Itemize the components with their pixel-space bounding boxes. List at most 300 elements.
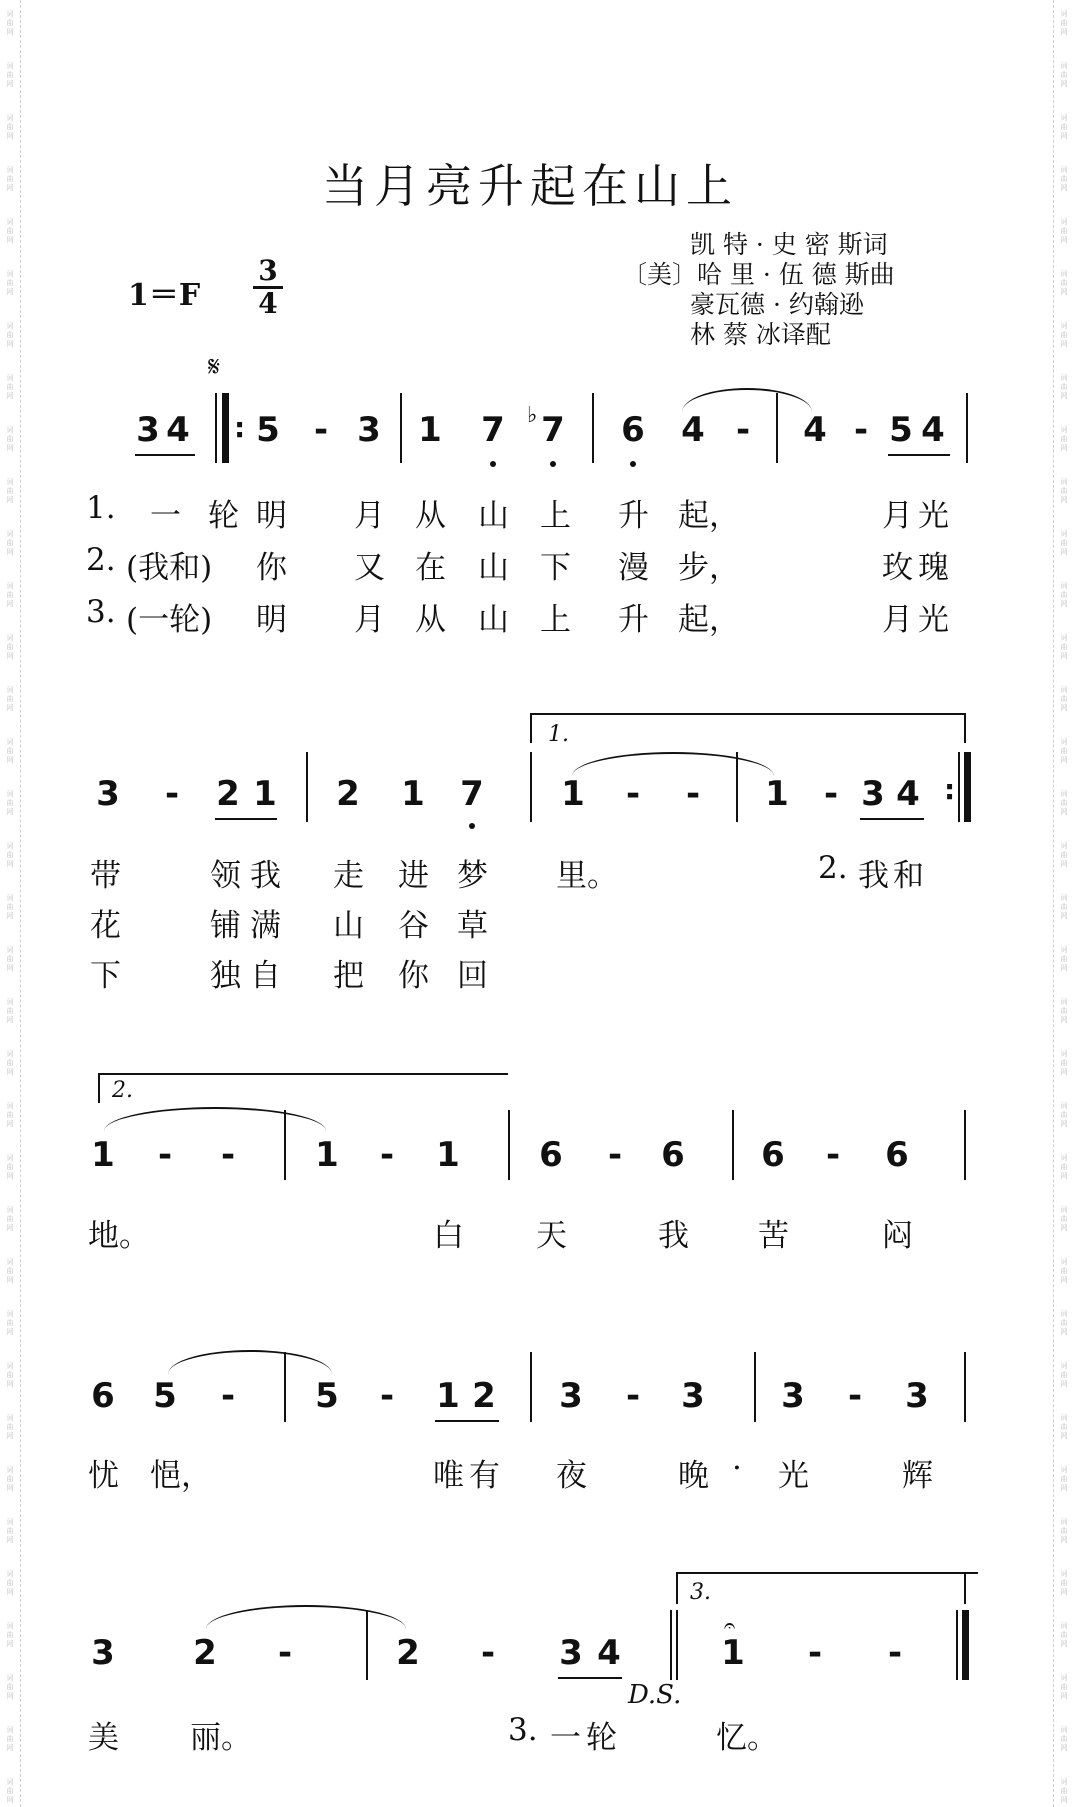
watermark-char: 词 [6,1206,14,1214]
note: 6 [761,1135,785,1175]
note: - [313,410,329,450]
watermark-char: 词 [6,114,14,122]
note: - [625,1376,641,1416]
watermark-char: 曲 [6,1267,14,1275]
lyric: 山 [478,498,509,534]
watermark-char: 网 [6,1744,14,1752]
watermark-char: 曲 [1060,123,1068,131]
watermark-char: 曲 [1060,1683,1068,1691]
note: 2 [472,1376,496,1416]
note: 3 [559,1376,583,1416]
watermark-char: 词 [6,1674,14,1682]
watermark-char: 曲 [6,1215,14,1223]
watermark-char: 曲 [6,1579,14,1587]
watermark-char: 网 [1060,1432,1068,1440]
note: - [807,1633,823,1673]
note: - [220,1135,236,1175]
watermark-char: 词 [6,1622,14,1630]
watermark-char: 词 [1060,218,1068,226]
watermark-char: 词 [6,10,14,18]
watermark-char: 网 [6,1328,14,1336]
watermark-char: 词 [6,166,14,174]
watermark-char: 曲 [6,851,14,859]
watermark-char: 曲 [6,435,14,443]
watermark-char: 网 [1060,80,1068,88]
watermark-char: 词 [1060,1518,1068,1526]
note: 4 [597,1633,621,1673]
time-signature-top: 3 [258,254,278,287]
watermark-char: 曲 [1060,175,1068,183]
lyric: 山 [333,908,364,944]
watermark-char: 曲 [6,383,14,391]
watermark-char: 网 [1060,1276,1068,1284]
lyric: 又 [354,550,385,586]
tie-arc [572,752,774,776]
note: 3 [861,774,885,814]
watermark-char: 词 [1060,634,1068,642]
note: 3 [96,774,120,814]
watermark-char: 曲 [6,1111,14,1119]
watermark-char: 网 [1060,756,1068,764]
note: - [887,1633,903,1673]
lyric: 有 [469,1458,500,1494]
watermark-char: 网 [1060,184,1068,192]
note: 1 [436,1135,460,1175]
watermark-char: 曲 [6,227,14,235]
watermark-char: 曲 [6,279,14,287]
lyric: 草 [457,908,488,944]
watermark-char: 网 [1060,1068,1068,1076]
watermark-char: 网 [6,340,14,348]
barline [964,1352,966,1422]
note: 6 [885,1135,909,1175]
watermark-char: 曲 [6,695,14,703]
barline [964,1110,966,1180]
low-octave-dot [469,823,475,829]
watermark-char: 词 [1060,1674,1068,1682]
lyric: 月 [354,602,385,638]
fermata-icon: 𝄐 [724,1613,736,1637]
note: - [735,410,751,450]
lyric-verse-number: 1. [86,490,116,526]
second-ending-bracket [98,1073,508,1075]
note: 6 [539,1135,563,1175]
lyric: 月 [882,498,913,534]
note: 4 [921,410,945,450]
tie-arc [206,1605,406,1629]
watermark-char: 网 [6,1380,14,1388]
note: 1 [401,774,425,814]
lyric: 上 [540,498,571,534]
note: 5 [889,410,913,450]
watermark-char: 词 [1060,10,1068,18]
watermark-char: 词 [1060,1154,1068,1162]
lyric: 白 [433,1218,464,1254]
watermark-char: 曲 [1060,799,1068,807]
watermark-char: 网 [1060,392,1068,400]
lyric: 明 [256,602,287,638]
lyric: 带 [90,858,121,894]
lyric: 把 [333,958,364,994]
watermark-char: 网 [6,756,14,764]
watermark-char: 网 [6,1432,14,1440]
watermark-char: 曲 [6,1371,14,1379]
barline [530,1352,532,1422]
note: 4 [681,410,705,450]
watermark-char: 曲 [1060,539,1068,547]
barline [958,752,960,822]
ending-bracket-edge [964,1572,966,1604]
watermark-char: 曲 [6,1423,14,1431]
watermark-char: 曲 [6,1319,14,1327]
watermark-char: 网 [1060,1640,1068,1648]
note: 2 [216,774,240,814]
watermark-char: 曲 [6,539,14,547]
watermark-char: 曲 [6,799,14,807]
watermark-char: 曲 [1060,1579,1068,1587]
lyric: 从 [415,602,446,638]
lyric: 升 [618,498,649,534]
note: - [220,1376,236,1416]
watermark-char: 曲 [1060,1267,1068,1275]
low-octave-dot [630,461,636,467]
note: - [157,1135,173,1175]
watermark-char: 词 [1060,1102,1068,1110]
eighth-underline [135,454,195,456]
lyric-dot: · [732,1450,742,1486]
watermark-char: 网 [6,184,14,192]
time-signature [253,254,283,320]
repeat-start-barline [222,393,229,463]
composer-credit: 〔美〕哈 里 · 伍 德 斯曲 [622,260,895,289]
lyric: 一 [550,1720,581,1756]
watermark-char: 曲 [1060,227,1068,235]
watermark-char: 曲 [1060,1787,1068,1795]
repeat-dots: : [944,773,956,806]
barline [670,1610,672,1680]
barline [306,752,308,822]
first-ending-bracket [530,713,966,715]
watermark-char: 网 [6,1588,14,1596]
watermark-char: 曲 [6,1683,14,1691]
watermark-char: 词 [1060,686,1068,694]
watermark-char: 网 [1060,1484,1068,1492]
watermark-char: 词 [6,946,14,954]
watermark-char: 曲 [1060,71,1068,79]
watermark-char: 曲 [6,1631,14,1639]
note: - [685,774,701,814]
note: 4 [803,410,827,450]
watermark-char: 网 [6,1640,14,1648]
note: 1 [436,1376,460,1416]
watermark-char: 曲 [6,1787,14,1795]
watermark-char: 网 [6,444,14,452]
watermark-char: 网 [1060,444,1068,452]
watermark-char: 词 [6,686,14,694]
note: - [847,1376,863,1416]
watermark-char: 网 [1060,288,1068,296]
song-title: 当月亮升起在山上 [322,159,738,213]
lyric: 月 [882,602,913,638]
watermark-char: 网 [6,912,14,920]
lyric: 和 [893,858,924,894]
watermark-char: 词 [6,1050,14,1058]
barline [676,1610,678,1680]
watermark-char: 曲 [1060,851,1068,859]
watermark-char: 词 [6,1570,14,1578]
watermark-char: 曲 [6,955,14,963]
watermark-char: 词 [6,218,14,226]
dal-segno-mark: D.S. [628,1680,682,1710]
left-watermark-strip [0,0,21,1807]
note: - [164,774,180,814]
note: 2 [336,774,360,814]
watermark-char: 词 [1060,842,1068,850]
watermark-char: 网 [6,1172,14,1180]
barline [732,1110,734,1180]
tie-arc [104,1107,326,1131]
watermark-char: 词 [1060,478,1068,486]
watermark-char: 曲 [6,643,14,651]
watermark-char: 网 [6,808,14,816]
watermark-char: 词 [1060,1258,1068,1266]
watermark-char: 词 [6,1362,14,1370]
barline [754,1352,756,1422]
watermark-char: 曲 [1060,1007,1068,1015]
watermark-char: 曲 [6,1163,14,1171]
watermark-char: 网 [6,392,14,400]
watermark-char: 曲 [1060,1371,1068,1379]
watermark-char: 词 [6,1726,14,1734]
lyric: 你 [256,550,287,586]
watermark-char: 网 [1060,808,1068,816]
watermark-char: 曲 [1060,383,1068,391]
watermark-char: 网 [1060,548,1068,556]
watermark-char: 网 [1060,704,1068,712]
watermark-char: 曲 [6,331,14,339]
watermark-char: 词 [6,998,14,1006]
watermark-char: 网 [1060,1796,1068,1804]
watermark-char: 曲 [1060,903,1068,911]
eighth-underline [558,1677,622,1679]
watermark-char: 曲 [1060,591,1068,599]
watermark-char: 曲 [1060,487,1068,495]
watermark-char: 词 [1060,426,1068,434]
lyric: 领 [210,858,241,894]
lyric: 起， [678,498,740,534]
watermark-char: 词 [6,1102,14,1110]
watermark-char: 曲 [1060,1111,1068,1119]
ending-bracket-edge [676,1572,678,1604]
watermark-char: 曲 [6,1735,14,1743]
lyric-verse-number: 2. [86,542,116,578]
lyric-verse-number: 3. [508,1712,538,1748]
eighth-underline [435,1420,499,1422]
lyric: 铺 [210,908,241,944]
lyric: 山 [478,550,509,586]
lyric-verse-number: 3. [86,594,116,630]
watermark-char: 曲 [1060,643,1068,651]
lyric: 上 [540,602,571,638]
note: 5 [153,1376,177,1416]
watermark-char: 曲 [6,1059,14,1067]
watermark-char: 词 [6,1518,14,1526]
final-barline-thick [962,1610,969,1680]
watermark-char: 网 [6,1224,14,1232]
note: 2 [396,1633,420,1673]
watermark-char: 曲 [6,123,14,131]
watermark-char: 词 [1060,894,1068,902]
lyric: 我 [658,1218,689,1254]
lyric: 从 [415,498,446,534]
note: 1 [253,774,277,814]
watermark-char: 词 [1060,1726,1068,1734]
lyric: 你 [398,958,429,994]
watermark-char: 曲 [1060,955,1068,963]
barline [400,393,402,463]
tie-arc [168,1350,332,1374]
watermark-char: 曲 [6,1007,14,1015]
watermark-char: 词 [6,582,14,590]
second-ending-label: 2. [112,1078,133,1103]
lyric: 在 [415,550,446,586]
watermark-char: 曲 [6,19,14,27]
time-signature-bottom: 4 [258,287,278,320]
note: 7 [460,774,484,814]
watermark-char: 网 [1060,496,1068,504]
watermark-char: 网 [1060,600,1068,608]
watermark-char: 曲 [6,487,14,495]
note: 3 [905,1376,929,1416]
ending-bracket-edge [530,713,532,743]
watermark-char: 曲 [1060,19,1068,27]
watermark-char: 网 [1060,1120,1068,1128]
watermark-char: 词 [1060,582,1068,590]
watermark-char: 词 [6,374,14,382]
watermark-char: 曲 [6,903,14,911]
watermark-char: 词 [1060,738,1068,746]
lyric: 光 [778,1458,809,1494]
watermark-char: 词 [1060,1622,1068,1630]
note: 6 [621,410,645,450]
lyric: 下 [540,550,571,586]
watermark-char: 词 [1060,1050,1068,1058]
watermark-char: 网 [6,860,14,868]
watermark-char: 网 [1060,1172,1068,1180]
lyric: 辉 [902,1458,933,1494]
lyric-verse-number: 2. [818,850,848,886]
watermark-char: 曲 [1060,1163,1068,1171]
watermark-char: 曲 [1060,695,1068,703]
lyric: 谷 [398,908,429,944]
note: - [823,774,839,814]
watermark-char: 网 [6,1068,14,1076]
lyric: 轮 [586,1720,617,1756]
watermark-char: 词 [1060,998,1068,1006]
lyric: 忆。 [716,1720,778,1756]
watermark-char: 网 [1060,340,1068,348]
lyric: 夜 [556,1458,587,1494]
watermark-char: 词 [6,842,14,850]
ending-bracket-edge [964,713,966,743]
lyric: 月 [354,498,385,534]
lyric: 美 [88,1720,119,1756]
note: - [607,1135,623,1175]
watermark-char: 网 [6,28,14,36]
watermark-char: 词 [1060,530,1068,538]
watermark-char: 网 [1060,236,1068,244]
lyric: 花 [90,908,121,944]
note: 6 [661,1135,685,1175]
lyric: (一轮) [126,602,213,638]
watermark-char: 词 [6,1258,14,1266]
note: 1 [315,1135,339,1175]
note: 4 [896,774,920,814]
watermark-char: 词 [1060,1414,1068,1422]
lyric: 明 [256,498,287,534]
watermark-char: 词 [1060,374,1068,382]
note: 3 [91,1633,115,1673]
watermark-char: 网 [1060,28,1068,36]
lyric: 瑰 [918,550,949,586]
third-ending-bracket [676,1572,978,1574]
note: 1 [561,774,585,814]
barline [776,393,778,463]
note: - [277,1633,293,1673]
watermark-char: 曲 [1060,1475,1068,1483]
watermark-char: 词 [1060,322,1068,330]
watermark-char: 网 [6,496,14,504]
watermark-char: 曲 [1060,1423,1068,1431]
watermark-char: 词 [6,478,14,486]
barline [530,752,532,822]
note: - [480,1633,496,1673]
lyric: (我和) [126,550,213,586]
note: 5 [315,1376,339,1416]
note: 1 [765,774,789,814]
note: - [853,410,869,450]
watermark-char: 网 [6,1484,14,1492]
note: - [825,1135,841,1175]
watermark-char: 网 [6,652,14,660]
watermark-char: 词 [1060,270,1068,278]
watermark-char: 曲 [1060,1319,1068,1327]
watermark-char: 词 [6,270,14,278]
watermark-char: 网 [1060,964,1068,972]
barline [284,1110,286,1180]
watermark-char: 曲 [1060,279,1068,287]
watermark-char: 网 [6,236,14,244]
first-ending-label: 1. [548,722,569,747]
watermark-char: 词 [1060,166,1068,174]
lyric: 起， [678,602,740,638]
watermark-char: 网 [1060,1744,1068,1752]
eighth-underline [215,818,277,820]
barline [592,393,594,463]
lyric: 山 [478,602,509,638]
watermark-char: 曲 [6,71,14,79]
flat-icon: ♭ [527,403,538,428]
note: 1 [91,1135,115,1175]
watermark-char: 网 [6,548,14,556]
watermark-char: 曲 [6,1527,14,1535]
lyric: 我 [858,858,889,894]
watermark-char: 网 [6,132,14,140]
barline [508,1110,510,1180]
lyricist-credit: 凯 特 · 史 密 斯词 [690,230,888,259]
watermark-char: 曲 [1060,1059,1068,1067]
note: 6 [91,1376,115,1416]
